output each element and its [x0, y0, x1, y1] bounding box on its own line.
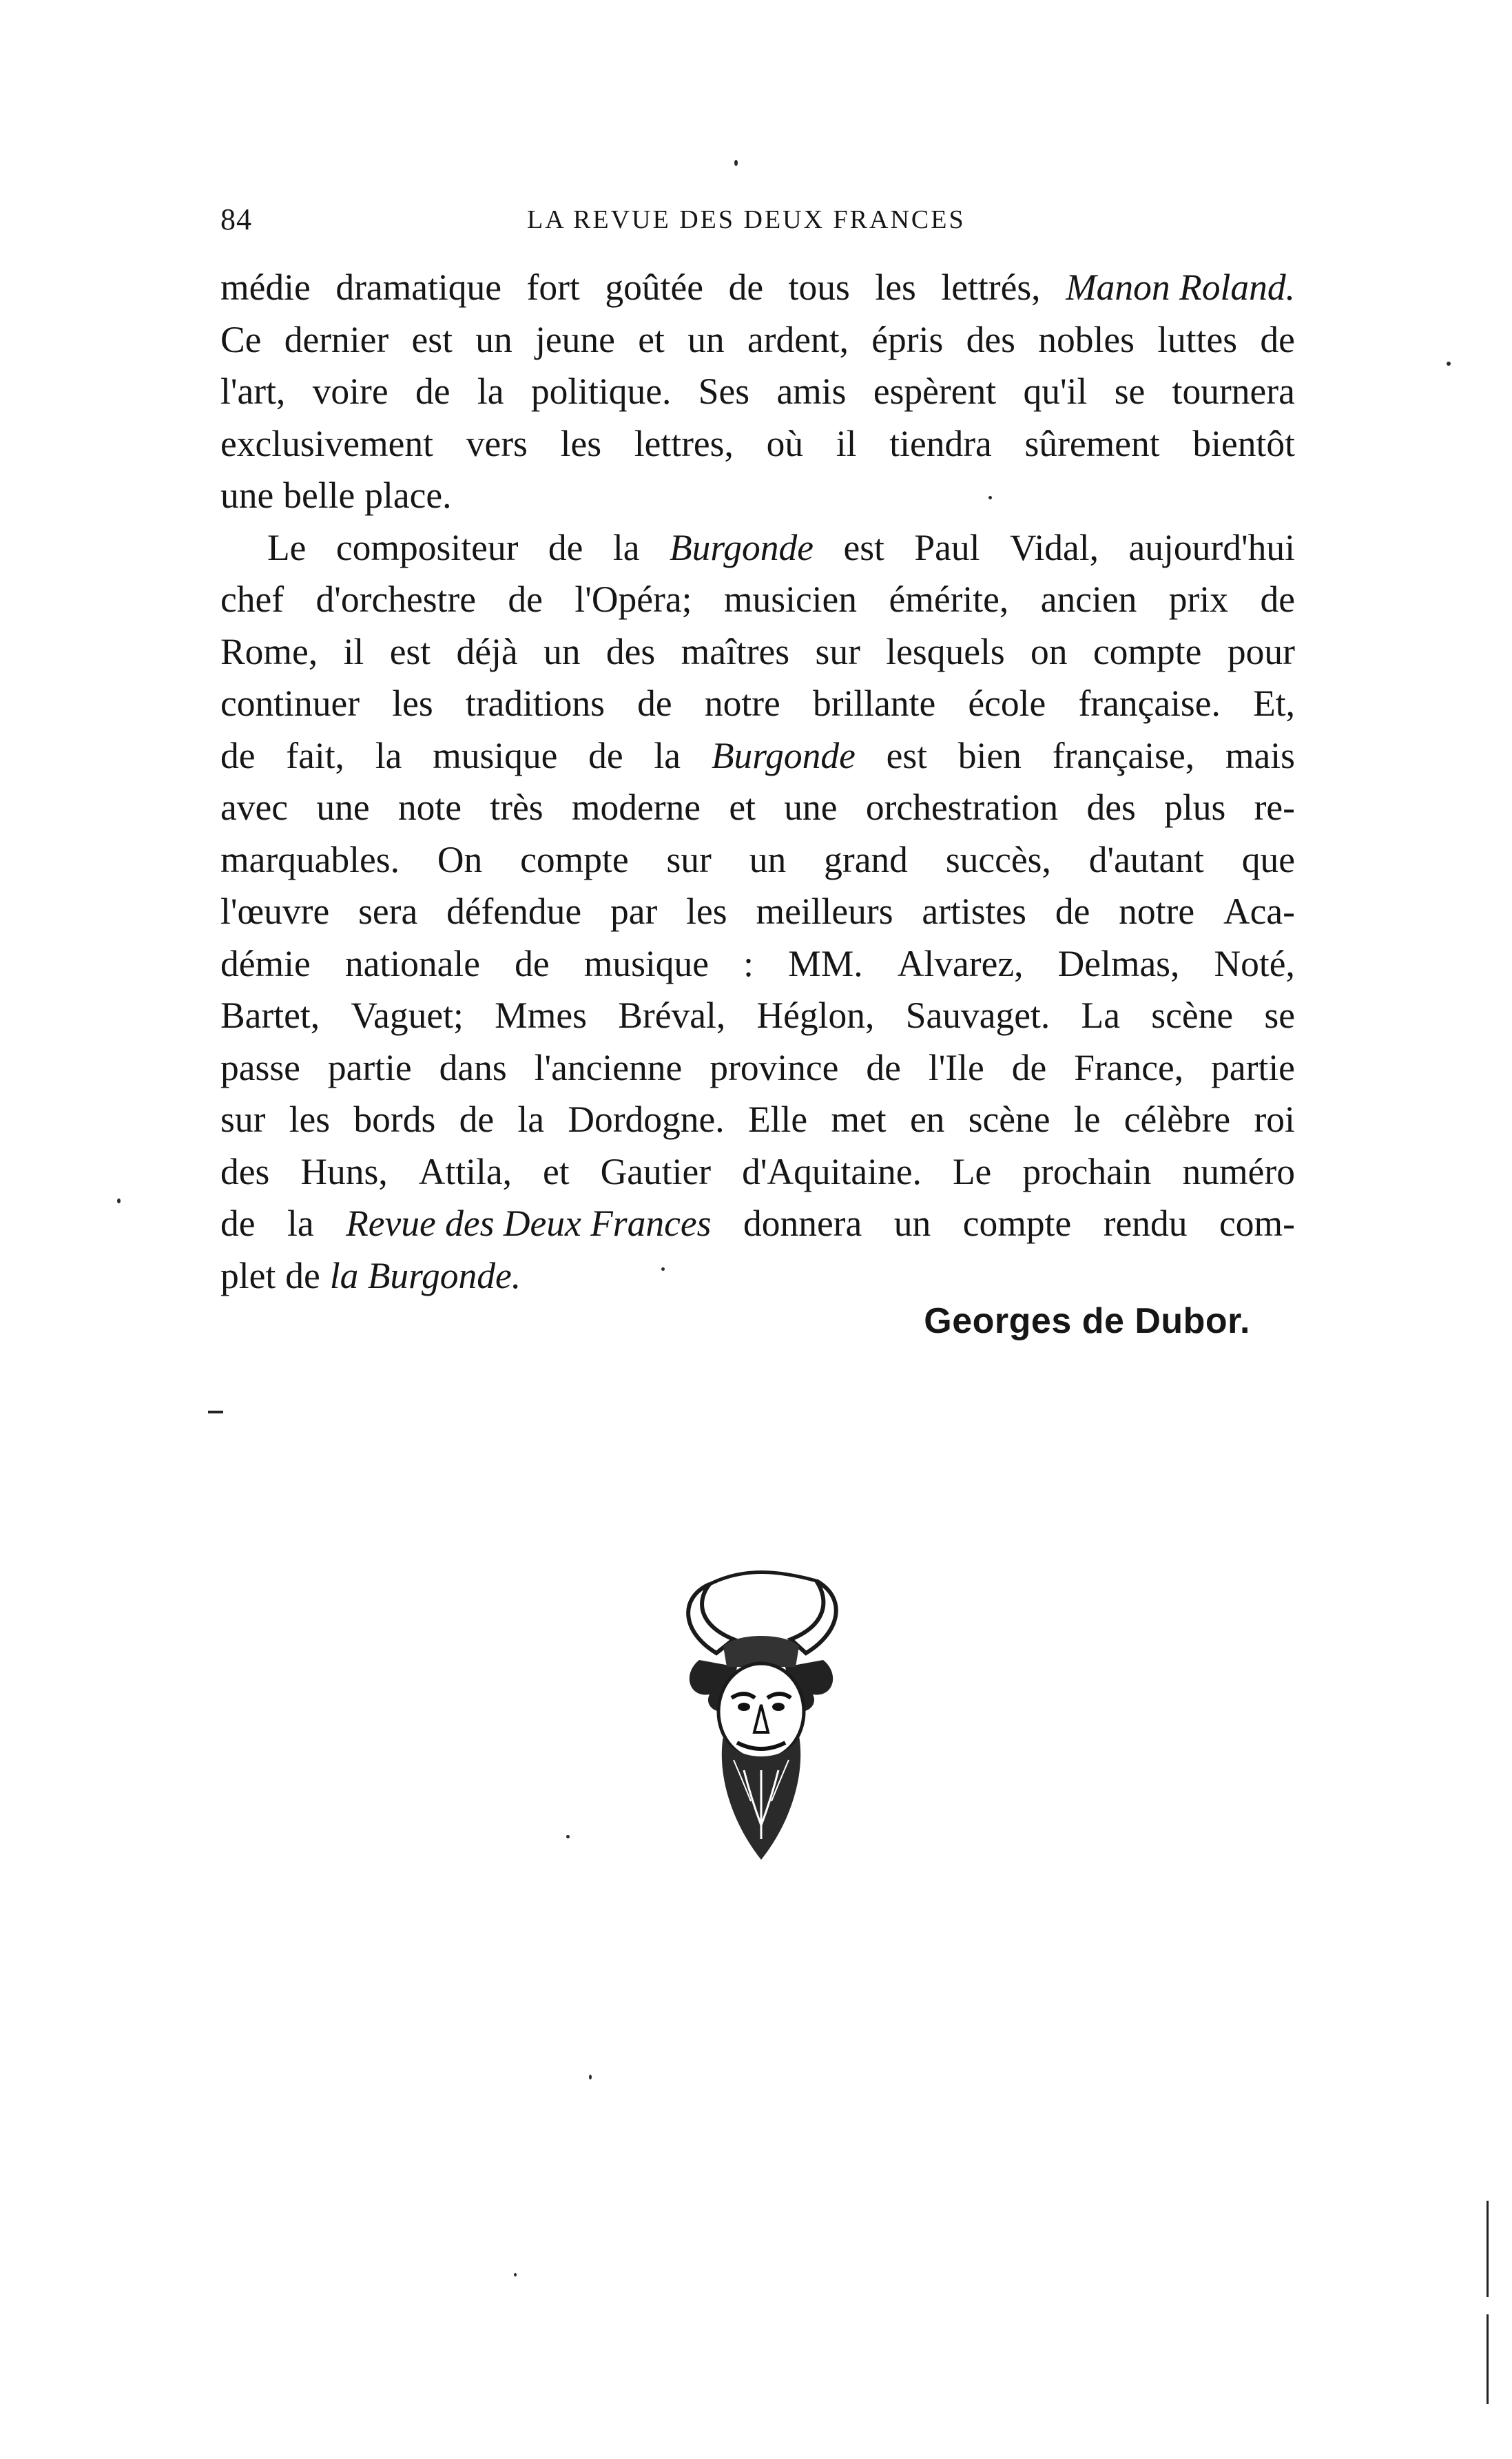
word: roi	[1254, 1099, 1295, 1140]
word: Dordogne.	[568, 1099, 725, 1140]
word: province	[710, 1046, 839, 1088]
word: l'art,	[220, 371, 286, 412]
word: La	[1081, 995, 1120, 1036]
word: est	[389, 630, 431, 672]
word: donnera	[743, 1203, 862, 1244]
word: une	[784, 787, 838, 828]
word: Bréval,	[618, 995, 726, 1036]
word: très	[490, 787, 543, 828]
text-line	[220, 938, 1295, 990]
scan-speck	[1447, 362, 1451, 366]
word: de	[515, 942, 550, 984]
word: d'autant	[1088, 838, 1204, 880]
word: de	[548, 526, 583, 568]
word: et	[729, 787, 756, 828]
word: re-	[1254, 787, 1295, 828]
word: est	[843, 526, 884, 568]
faun-mask-ornament	[668, 1570, 854, 1867]
word: moderne	[571, 787, 701, 828]
word: compte	[962, 1203, 1072, 1244]
word: est	[886, 734, 928, 776]
word: où	[766, 422, 804, 464]
word: de	[508, 579, 543, 620]
word: Huns,	[300, 1150, 388, 1192]
word: Rome,	[220, 630, 318, 672]
word: traditions	[465, 683, 605, 724]
word: avec	[220, 787, 288, 828]
word: de	[866, 1046, 901, 1088]
word: amis	[776, 371, 847, 412]
word: belle	[283, 475, 355, 516]
scan-dash	[208, 1411, 223, 1413]
word: prix	[1168, 579, 1228, 620]
word: musicien	[723, 579, 858, 620]
word: de	[1055, 891, 1090, 932]
article-body	[220, 262, 1295, 1302]
word: d'Aquitaine.	[742, 1150, 922, 1192]
word: l'Opéra;	[574, 579, 692, 620]
word: Elle	[747, 1099, 808, 1140]
scan-speck	[117, 1199, 121, 1203]
scan-speck	[734, 160, 738, 166]
word: défendue	[446, 891, 582, 932]
word: l'ancienne	[534, 1046, 683, 1088]
word: notre	[1119, 891, 1195, 932]
text-line	[220, 418, 1295, 470]
word: lettres,	[634, 422, 734, 464]
scan-speck	[589, 2075, 592, 2079]
word: sûrement	[1024, 422, 1160, 464]
word: sur	[220, 1099, 266, 1140]
word: Le	[952, 1150, 992, 1192]
text-line	[220, 470, 1295, 522]
word: numéro	[1182, 1150, 1295, 1192]
text-line	[220, 886, 1295, 938]
word: Attila,	[418, 1150, 512, 1192]
word: de	[1011, 1046, 1047, 1088]
word: une	[220, 475, 274, 516]
word: Sauvaget.	[905, 995, 1050, 1036]
word: les	[289, 1099, 331, 1140]
word: Burgonde	[711, 734, 856, 776]
word: et	[542, 1150, 570, 1192]
word: bords	[353, 1099, 436, 1140]
left-horn	[688, 1584, 734, 1653]
word: l'œuvre	[220, 891, 330, 932]
text-line	[220, 574, 1295, 626]
word: une	[316, 787, 370, 828]
word: les	[875, 267, 916, 308]
word: de	[220, 1203, 256, 1244]
word: des	[220, 1150, 270, 1192]
word: note	[397, 787, 462, 828]
text-line	[220, 1094, 1295, 1146]
word: la	[612, 526, 640, 568]
word: Et,	[1253, 683, 1295, 724]
word: bien	[957, 734, 1022, 776]
word: fort	[526, 267, 580, 308]
word: la	[654, 734, 681, 776]
word: est	[411, 318, 453, 360]
word: l'Ile	[928, 1046, 984, 1088]
word: que	[1241, 838, 1295, 880]
word: aujourd'hui	[1128, 526, 1295, 568]
paragraph-p2	[220, 522, 1295, 1303]
word: passe	[220, 1046, 300, 1088]
word: la	[477, 371, 504, 412]
text-line	[220, 1146, 1295, 1199]
word: com-	[1219, 1203, 1295, 1244]
word: notre	[704, 683, 780, 724]
word: continuer	[220, 683, 360, 724]
text-line	[220, 366, 1295, 418]
word: Revue des Deux Frances	[346, 1203, 712, 1244]
word: Alvarez,	[897, 942, 1024, 984]
word: compte	[520, 838, 629, 880]
word: voire	[312, 371, 389, 412]
word: les	[560, 422, 602, 464]
word: tournera	[1172, 371, 1295, 412]
word: artistes	[922, 891, 1026, 932]
running-head	[220, 196, 1295, 238]
word: scène	[1151, 995, 1234, 1036]
text-line	[220, 990, 1295, 1042]
word: plet	[220, 1254, 276, 1296]
word: de	[459, 1099, 495, 1140]
paragraph-p1	[220, 262, 1295, 522]
word: chef	[220, 579, 284, 620]
word: en	[909, 1099, 945, 1140]
word: fait,	[286, 734, 344, 776]
word: il	[836, 422, 857, 464]
word: se	[1264, 995, 1295, 1036]
word: vers	[466, 422, 528, 464]
word: bientôt	[1192, 422, 1295, 464]
word: goûtée	[605, 267, 703, 308]
word: luttes	[1157, 318, 1238, 360]
word: dans	[439, 1046, 507, 1088]
scan-speck	[514, 2273, 517, 2276]
word: de	[588, 734, 623, 776]
word: succès,	[945, 838, 1051, 880]
word: de	[728, 267, 764, 308]
page-number: 84	[220, 203, 252, 236]
text-line	[220, 678, 1295, 730]
text-line	[220, 522, 1295, 574]
word: école	[968, 683, 1046, 724]
word: la	[287, 1203, 314, 1244]
word: partie	[327, 1046, 412, 1088]
word: compositeur	[335, 526, 519, 568]
word: exclusivement	[220, 422, 434, 464]
word: la	[375, 734, 402, 776]
word: épris	[871, 318, 944, 360]
word: la Burgonde.	[329, 1254, 521, 1296]
word: le	[1073, 1099, 1101, 1140]
word: de	[220, 734, 256, 776]
word: Mmes	[495, 995, 587, 1036]
word: On	[437, 838, 483, 880]
word: scène	[968, 1099, 1050, 1140]
word: lettrés,	[941, 267, 1041, 308]
word: orchestration	[865, 787, 1059, 828]
text-line	[220, 1042, 1295, 1094]
word: Le	[267, 526, 307, 568]
word: démie	[220, 942, 311, 984]
word: on	[1031, 630, 1068, 672]
word: les	[392, 683, 433, 724]
text-line	[220, 834, 1295, 886]
word: Burgonde	[669, 526, 814, 568]
text-line	[220, 782, 1295, 834]
word: tiendra	[889, 422, 992, 464]
word: Gautier	[600, 1150, 712, 1192]
word: maîtres	[681, 630, 790, 672]
word: Vidal,	[1010, 526, 1099, 568]
word: Aca-	[1223, 891, 1295, 932]
word: grand	[824, 838, 908, 880]
word: brillante	[812, 683, 936, 724]
word: un	[475, 318, 512, 360]
word: ardent,	[747, 318, 849, 360]
word: dernier	[284, 318, 389, 360]
word: Bartet,	[220, 995, 320, 1036]
word: met	[831, 1099, 887, 1140]
running-title: LA REVUE DES DEUX FRANCES	[527, 205, 966, 234]
word: émérite,	[889, 579, 1009, 620]
word: prochain	[1022, 1150, 1152, 1192]
word: déjà	[456, 630, 518, 672]
word: un	[749, 838, 787, 880]
word: se	[1114, 371, 1146, 412]
word: musique	[583, 942, 709, 984]
word: musique	[433, 734, 558, 776]
word: qu'il	[1023, 371, 1088, 412]
word: place.	[364, 475, 452, 516]
word: pour	[1227, 630, 1295, 672]
word: de	[415, 371, 451, 412]
word: politique.	[530, 371, 672, 412]
scan-edge-mark	[1487, 2314, 1489, 2404]
word: Vaguet;	[351, 995, 464, 1036]
right-horn	[791, 1581, 836, 1653]
word: sera	[358, 891, 418, 932]
text-line	[220, 1198, 1295, 1250]
word: Paul	[914, 526, 980, 568]
text-line	[220, 314, 1295, 366]
word: de	[1260, 318, 1295, 360]
word: médie	[220, 267, 311, 308]
word: Manon Roland.	[1066, 267, 1295, 308]
word: jeune	[535, 318, 615, 360]
word: sur	[815, 630, 860, 672]
word: un	[893, 1203, 931, 1244]
word: rendu	[1103, 1203, 1188, 1244]
word: de	[1260, 579, 1295, 620]
word: des	[1086, 787, 1136, 828]
word: célèbre	[1123, 1099, 1231, 1140]
word: mais	[1225, 734, 1295, 776]
word: la	[517, 1099, 545, 1140]
author-signature: Georges de Dubor.	[924, 1301, 1250, 1341]
text-line	[220, 262, 1295, 314]
word: Delmas,	[1057, 942, 1180, 984]
word: et	[638, 318, 665, 360]
scan-speck	[988, 496, 992, 499]
word: nationale	[344, 942, 480, 984]
text-line	[220, 730, 1295, 782]
word: meilleurs	[756, 891, 893, 932]
word: plus	[1164, 787, 1226, 828]
word: de	[637, 683, 672, 724]
word: MM.	[788, 942, 863, 984]
word: française,	[1052, 734, 1195, 776]
word: partie	[1211, 1046, 1295, 1088]
text-line	[220, 626, 1295, 678]
word: tous	[788, 267, 850, 308]
word: compte	[1092, 630, 1202, 672]
word: il	[343, 630, 364, 672]
word: sur	[666, 838, 712, 880]
text-line	[220, 1250, 1295, 1303]
word: Ce	[220, 318, 262, 360]
word: marquables.	[220, 838, 400, 880]
word: d'orchestre	[315, 579, 476, 620]
word: Héglon,	[756, 995, 875, 1036]
word: Noté,	[1214, 942, 1295, 984]
word: espèrent	[873, 371, 997, 412]
word: ancien	[1040, 579, 1137, 620]
word: un	[687, 318, 725, 360]
word: :	[743, 942, 754, 984]
word: française.	[1078, 683, 1221, 724]
word: les	[686, 891, 727, 932]
word: un	[543, 630, 581, 672]
scan-speck	[566, 1835, 570, 1838]
word: France,	[1074, 1046, 1184, 1088]
word: nobles	[1038, 318, 1135, 360]
scan-speck	[661, 1267, 665, 1271]
word: dramatique	[335, 267, 501, 308]
word: des	[966, 318, 1015, 360]
word: par	[610, 891, 658, 932]
scan-edge-mark	[1487, 2201, 1489, 2297]
word: de	[285, 1254, 320, 1296]
word: lesquels	[886, 630, 1005, 672]
word: des	[605, 630, 656, 672]
word: Ses	[698, 371, 750, 412]
